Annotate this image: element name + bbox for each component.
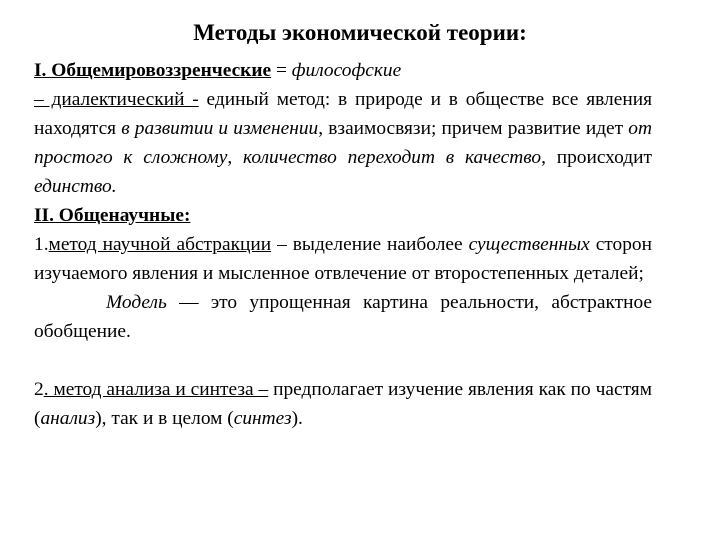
section1-italic-1: в развитии и изменении — [121, 118, 319, 139]
item1-italic-1: существенных — [468, 234, 590, 255]
section1-heading-note: философские — [291, 60, 402, 81]
item2-italic-2: синтез — [233, 408, 292, 429]
section1-text-3: , — [227, 147, 244, 168]
item2-italic-1: анализ — [40, 408, 96, 429]
item2-number: 2 — [34, 379, 44, 400]
spacer — [34, 346, 652, 375]
model-paragraph — [34, 288, 652, 346]
slide-title: Методы экономической теории: — [193, 20, 527, 45]
section1-italic-4: единство. — [34, 176, 117, 197]
dialectical-method-name: – диалектический - — [34, 89, 199, 110]
item2-paragraph — [34, 375, 652, 433]
item2-method-name: . метод анализа и синтеза – — [43, 379, 269, 400]
item2-text-1: предполагает изучение явления как по частям ( — [34, 379, 652, 429]
section2-heading: II. Общенаучные: — [34, 205, 191, 226]
section2-heading-line — [34, 201, 652, 230]
item1-text-1: – выделение наиболее — [271, 234, 469, 255]
section1-italic-3: количество переходит в качество — [243, 147, 542, 168]
item2-text-2: ), так и в целом ( — [95, 408, 234, 429]
item2-text-3: ). — [291, 408, 303, 429]
model-text: — это упрощенная картина реальности, абстрактное обобщение. — [34, 292, 652, 342]
section1-heading-line — [34, 56, 652, 85]
slide-content — [34, 56, 652, 433]
section1-text-1: единый метод: в природе и в обществе все явления находятся — [34, 89, 652, 139]
item1-text-2: сторон изучаемого явления и мысленное отвлечение от второстепенных деталей; — [34, 234, 652, 284]
item1-method-name: метод научной абстракции — [48, 234, 272, 255]
section1-text-4: , происходит — [541, 147, 652, 168]
model-term: Модель — [106, 292, 167, 313]
section1-equals: = — [271, 60, 292, 81]
section1-text-2: , взаимосвязи; причем развитие идет — [318, 118, 629, 139]
section1-italic-2: от простого к сложному — [34, 118, 652, 168]
section1-heading: I. Общемировоззренческие — [34, 60, 272, 81]
item1-paragraph — [34, 230, 652, 288]
section1-paragraph — [34, 85, 652, 201]
item1-number: 1. — [34, 234, 49, 255]
